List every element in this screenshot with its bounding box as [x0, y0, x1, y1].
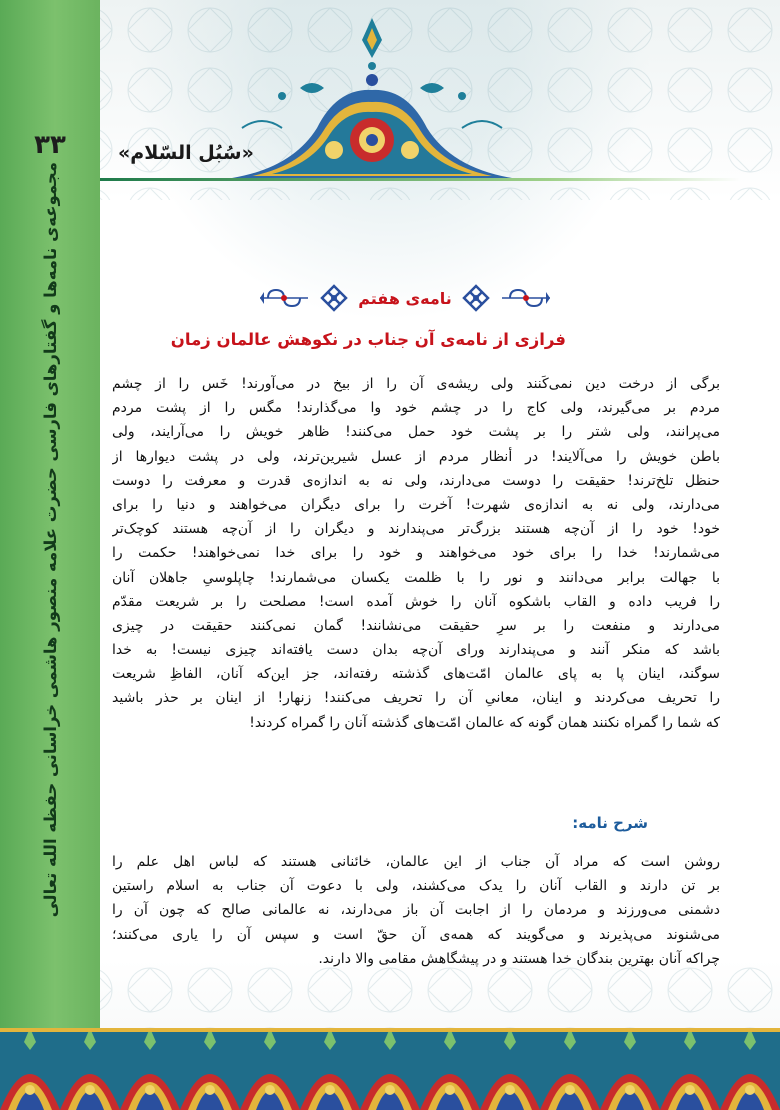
bottom-border-ornament-icon	[0, 1028, 780, 1110]
letter-line: برگی از درخت دین نمی‌کَنند ولی ریشه‌ی آن را از بیخ در می‌آورند! خَس را از چشم	[112, 376, 720, 392]
letter-line: را تحریف می‌کردند و اینان، معانیِ آن را تحریف می‌کنند! زنهار! از اینان بر حذر باشید	[112, 690, 720, 707]
letter-subtitle: فرازی از نامه‌ی آن جناب در نکوهش عالمان زمان	[170, 330, 566, 349]
knot-ornament-icon	[320, 284, 348, 312]
page-number: ۳۳	[34, 130, 66, 160]
running-head: «سُبُل السّلام»	[118, 142, 254, 164]
letter-line: می‌پرانند، ولی شتر را بر پشت خود حمل می‌کنند! ظاهر خویش را می‌آرایند، ولی	[112, 424, 720, 441]
letter-line: می‌دارند و منفعت را بر سرِ حقیقت می‌نشانند! گمان نمی‌کنند حقیقت در چیزی	[112, 617, 720, 634]
letter-line: می‌شمارند! خدا را برای خود می‌خواهند و خود را برای خدا نمی‌خواهند! حکمت را	[112, 545, 720, 562]
letter-line: حنظل تلخ‌ترند! حقیقت را دوست می‌دارند، ولی نه به اندازه‌ی قدرت و معرفت را دوست	[112, 472, 720, 489]
commentary-line: می‌شنوند می‌پذیرند و می‌گویند که همه‌ی آن حقّ است و سپس آن را یاری می‌کنند؛	[112, 926, 720, 943]
letter-line: با جهالت برابر می‌دانند و نور را با ظلمت یکسان می‌شمارند! چاپلوسیِ جاهلان آنان	[112, 569, 720, 586]
letter-body	[112, 372, 720, 735]
sidebar-book-title	[2, 162, 98, 918]
letter-line: را فریب داده و القاب باشکوه آنان را خوش آمده است! مصلحت را بر شریعت مقدّم	[112, 593, 720, 610]
scroll-ornament-icon	[258, 286, 310, 310]
crown-ornament-icon	[222, 18, 522, 180]
letter-line: باشد که منکر آنند و می‌پندارند ورای آن‌چه بدان دست یافته‌اند چیزی نیست! به خدا	[112, 642, 720, 659]
commentary-line: بر تن دارند و القاب آنان را یدک می‌کشند، ولی با دعوت آن جناب به اسلام راستین	[112, 878, 720, 895]
scroll-ornament-icon	[500, 286, 552, 310]
commentary-heading: شرح نامه:	[572, 814, 648, 832]
side-bar	[0, 0, 100, 1110]
commentary-body	[112, 850, 720, 971]
letter-line: مردم بر می‌گیرند، ولی کاج را در چشم خود وا می‌گذارند! مگس را از پشت مردم	[112, 400, 720, 417]
letter-line: باطن خویش را می‌آلایند! در أنظار مردم از عسل شیرین‌ترند، ولی در پشت دیوارها از	[112, 448, 720, 465]
commentary-line: چراکه آنان بهترین بندگان خدا هستند و در پیشگاهش مقامی والا دارند.	[318, 950, 720, 967]
sidebar-title-text: مجموعه‌ی نامه‌ها و گفتارهای فارسی حضرت علامه منصور هاشمی خراسانی حفظه الله تعالی	[40, 162, 60, 918]
letter-line: که شما را گمراه نکنند همان گونه که عالمان امّت‌های گذشته آنان را گمراه کردند!	[249, 714, 720, 731]
commentary-line: دشمنی می‌ورزند و مردمان را از اجابت آن باز می‌دارند، نه عالمانی صالح که چون آن را	[112, 902, 720, 919]
letter-line: می‌دارند، ولی نه به اندازه‌ی شهرت! آخرت را برای دیگران می‌خواهند و دنیا را برای	[112, 496, 720, 513]
knot-ornament-icon	[462, 284, 490, 312]
commentary-line: روشن است که مراد آن جناب از این عالمان، خائنانی هستند که لباس اهل علم را	[112, 854, 720, 870]
letter-line: خود! خود را از آن‌چه هستند بزرگ‌تر می‌پندارند و دیگران را از آن‌چه هستند کوچک‌تر	[112, 521, 720, 538]
letter-label: نامه‌ی هفتم	[358, 288, 452, 308]
letter-line: سوگند، اینان پا به پای عالمان امّت‌های گذشته رفته‌اند، جز این‌که آنان، الفاظِ شریعت	[112, 666, 720, 683]
letter-title-row	[180, 280, 630, 316]
